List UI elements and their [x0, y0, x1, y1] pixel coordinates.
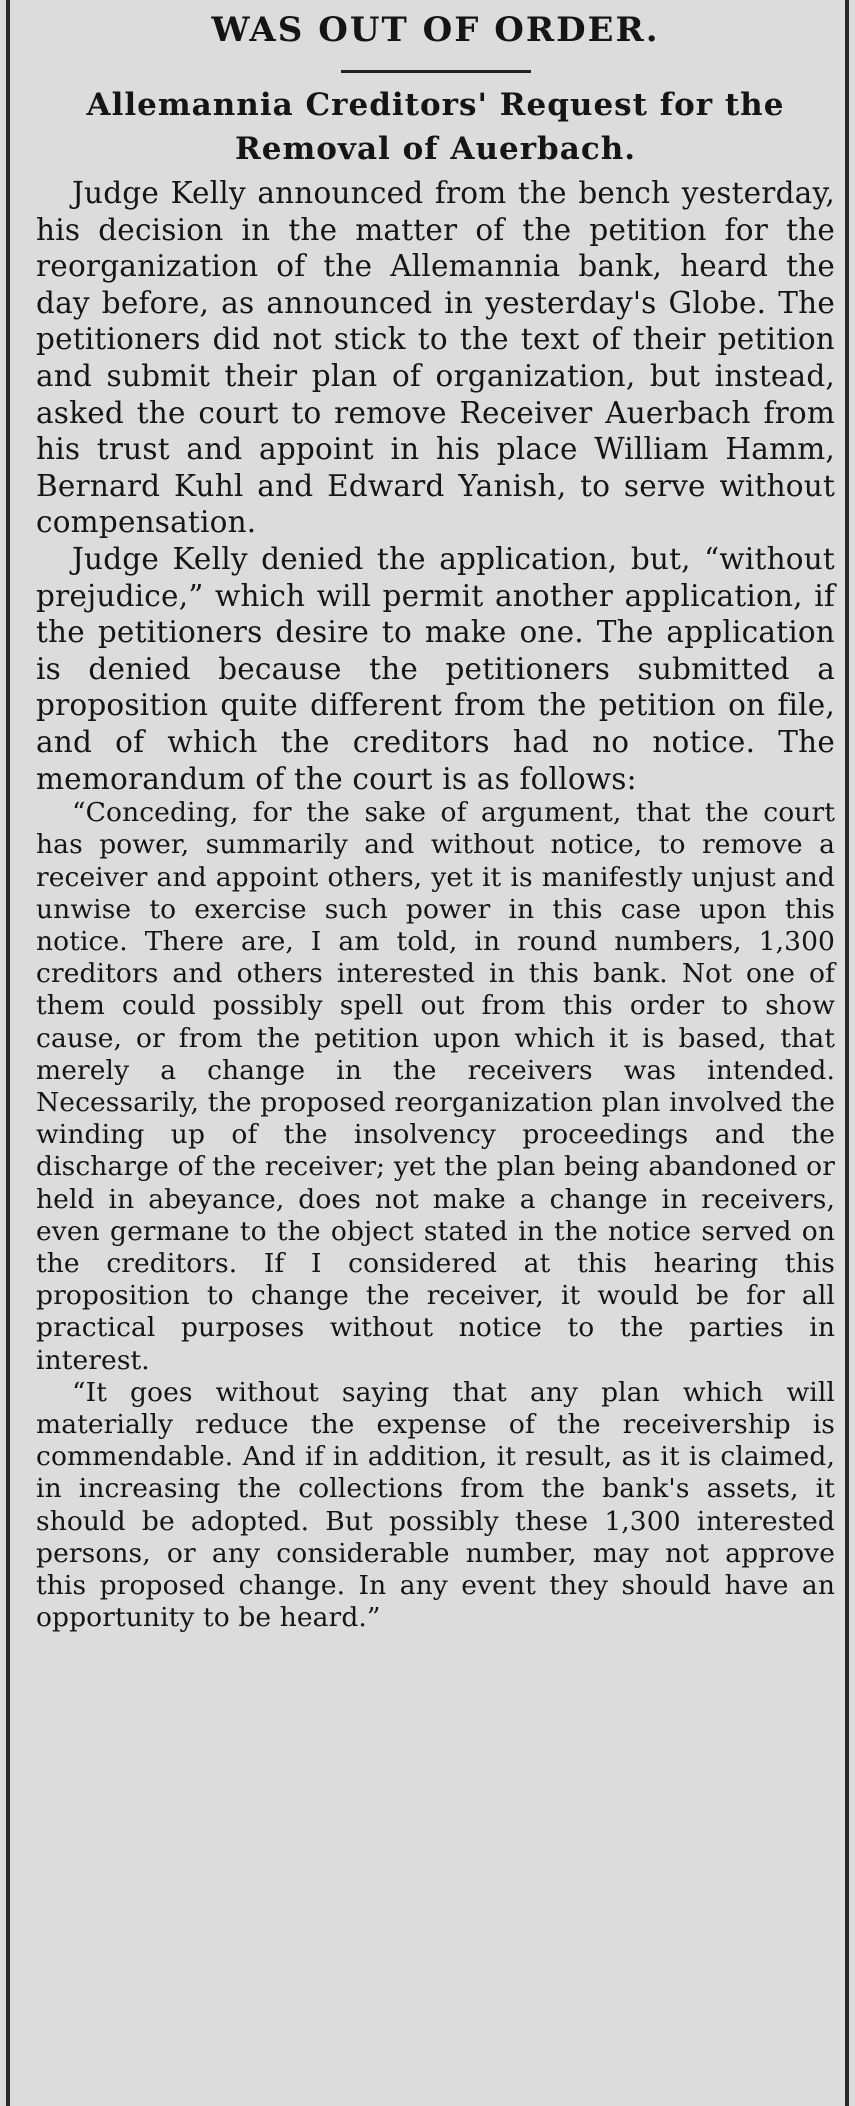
quoted-memorandum-1: “Conceding, for the sake of argument, that the court has power, summarily and without notice, to remove a receiver and appoint others, yet it is manifestly unjust and unwise to exercise such power in this case upon this notice. There are, I am told, in round numbers, 1,300 creditors and others interested in this bank. Not one of them could possibly spell out from this order to show cause, or from the petition upon which it is based, that merely a change in the receivers was intended. Necessarily, the proposed reorganization plan involved the winding up of the insolvency proceedings and the discharge of the receiver; yet the plan being abandoned or held in abeyance, does not make a change in receivers, even germane to the object stated in the notice served on the creditors. If I considered at this hearing this proposition to change the receiver, it would be for all practical purposes without notice to the parties in interest. — [36, 797, 835, 1376]
article-subheadline: Allemannia Creditors' Request for the Removal of Auerbach. — [86, 87, 785, 167]
column-rule-left — [6, 0, 10, 2106]
article-headline: WAS OUT OF ORDER. — [211, 10, 660, 50]
next-headline-fragment — [100, 2096, 720, 2106]
article — [36, 0, 835, 1634]
paragraph-1: Judge Kelly announced from the bench yesterday, his decision in the matter of the petition for the reorganization of the Allemannia bank, heard the day before, as announced in yesterday's Globe. The petitioners did not stick to the text of their petition and submit their plan of organization, but instead, asked the court to remove Receiver Auerbach from his trust and appoint in his place William Hamm, Bernard Kuhl and Edward Yanish, to serve without compensation. — [36, 176, 835, 540]
paragraph-2: Judge Kelly denied the application, but, “without prejudice,” which will permit another application, if the petitioners desire to make one. The application is denied because the petitioners submitted a proposition quite different from the petition on file, and of which the creditors had no notice. The memorandum of the court is as follows: — [36, 541, 835, 796]
column-rule-right — [845, 0, 849, 2106]
headline-divider — [341, 70, 531, 73]
quoted-memorandum-2: “It goes without saying that any plan which will materially reduce the expense of the receivership is commendable. And if in addition, it result, as it is claimed, in increasing the collections from the bank's assets, it should be adopted. But possibly these 1,300 interested persons, or any considerable number, may not approve this proposed change. In any event they should have an opportunity to be heard.” — [36, 1376, 835, 1634]
